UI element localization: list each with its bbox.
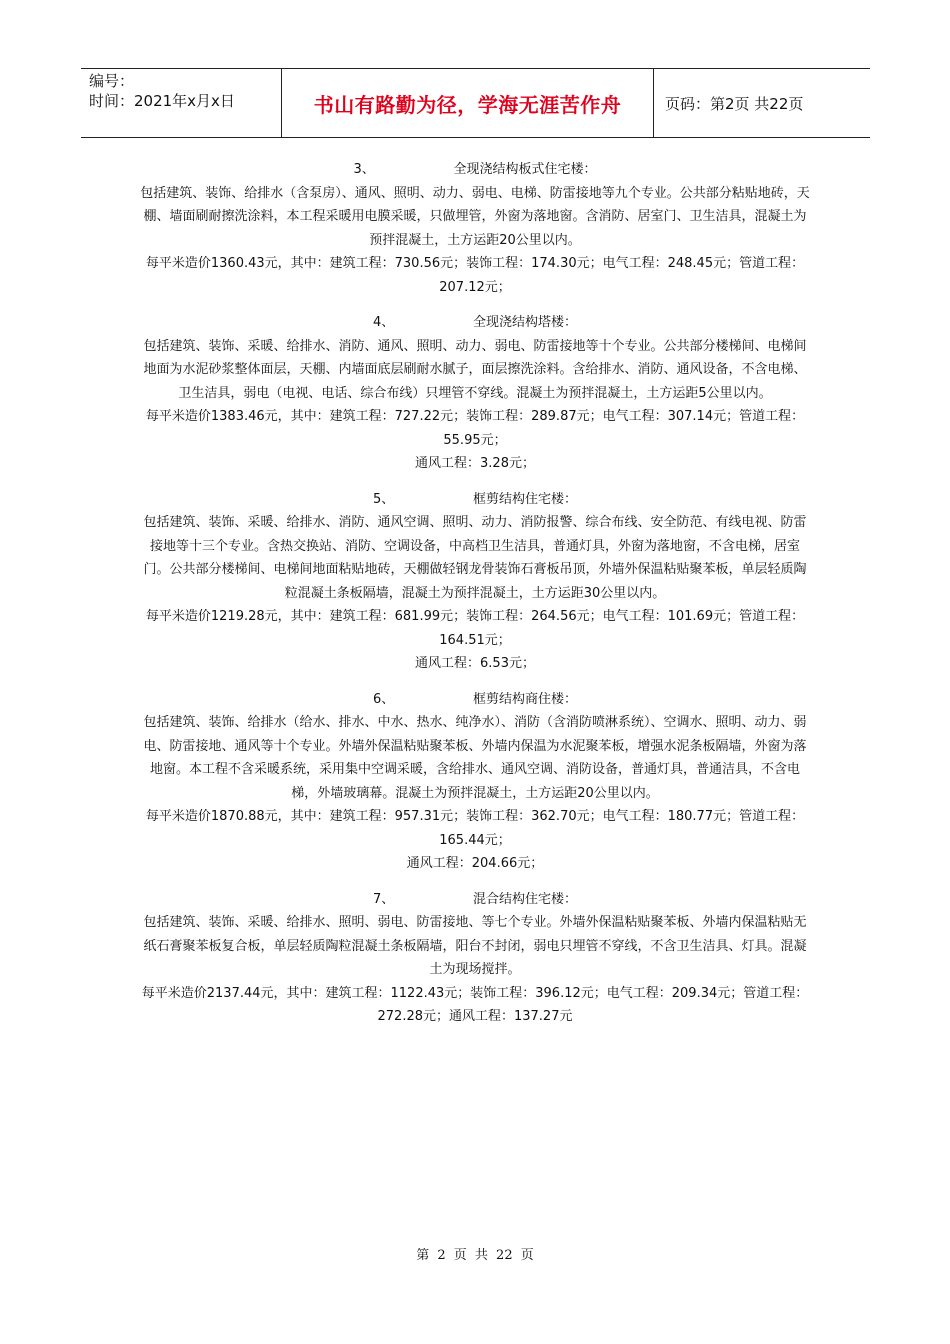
section-ventilation-cost: 通风工程：3.28元； (415, 456, 535, 471)
section-cost: 每平米造价1219.28元，其中：建筑工程：681.99元；装饰工程：264.56元；电气工程：101.69元；管道工程：164.51元； (145, 609, 805, 648)
section-number: 6、 (372, 691, 395, 707)
section-number: 5、 (372, 491, 395, 507)
document-date-label: 时间：2021年x月x日 (89, 92, 235, 110)
document-header (81, 68, 870, 138)
document-number-label: 编号： (89, 72, 135, 90)
section-description: 包括建筑、装饰、给排水（给水、排水、中水、热水、纯净水）、消防（含消防喷淋系统）、空调水、照明、动力、弱电、防雷接地、通风等十个专业。外墙外保温粘贴聚苯板、外墙内保温为水泥聚苯板，增强水泥条板隔墙，外窗为落地窗。本工程不含采暖系统，采用集中空调采暖，含给排水、通风空调、消防设备，普通灯具，普通洁具，不含电梯，外墙玻璃幕。混凝土为预拌混凝土，土方运距20公里以内。 (143, 715, 807, 801)
section-heading (140, 688, 810, 712)
footer-page-number: 第 2 页 共 22 页 (416, 1248, 534, 1263)
section-cost: 每平米造价1360.43元，其中：建筑工程：730.56元；装饰工程：174.30元；电气工程：248.45元；管道工程：207.12元； (145, 256, 805, 295)
section-heading (140, 488, 810, 512)
section-cost: 每平米造价1383.46元，其中：建筑工程：727.22元；装饰工程：289.87元；电气工程：307.14元；管道工程：55.95元； (145, 409, 805, 448)
section-heading (140, 158, 810, 182)
section-title: 框剪结构商住楼： (472, 691, 577, 707)
section-5 (140, 488, 810, 676)
page-footer (0, 1244, 950, 1263)
section-3 (140, 158, 810, 299)
document-body (140, 158, 810, 1041)
section-cost: 每平米造价1870.88元，其中：建筑工程：957.31元；装饰工程：362.70元；电气工程：180.77元；管道工程：165.44元； (145, 809, 805, 848)
section-number: 3、 (353, 162, 375, 177)
section-description: 包括建筑、装饰、采暖、给排水、消防、通风空调、照明、动力、消防报警、综合布线、安全防范、有线电视、防雷接地等十三个专业。含热交换站、消防、空调设备，中高档卫生洁具，普通灯具，外窗为落地窗，不含电梯，居室门。公共部分楼梯间、电梯间地面粘贴地砖，天棚做轻钢龙骨装饰石膏板吊顶，外墙外保温粘贴聚苯板，单层轻质陶粒混凝土条板隔墙，混凝土为预拌混凝土，土方运距30公里以内。 (143, 515, 807, 601)
header-page-label: 页码：第2页 共22页 (665, 94, 804, 113)
section-heading (140, 888, 810, 912)
section-title: 框剪结构住宅楼： (472, 491, 577, 507)
section-title: 全现浇结构板式住宅楼： (453, 162, 597, 177)
section-ventilation-cost: 通风工程：204.66元； (406, 856, 544, 871)
section-heading (140, 311, 810, 335)
section-number: 7、 (372, 891, 395, 907)
section-cost: 每平米造价2137.44元，其中：建筑工程：1122.43元；装饰工程：396.12元；电气工程：209.34元；管道工程：272.28元；通风工程：137.27元 (141, 985, 809, 1024)
section-title: 全现浇结构塔楼： (472, 315, 577, 330)
section-number: 4、 (372, 315, 395, 330)
header-motto-cell (282, 69, 654, 137)
section-description: 包括建筑、装饰、采暖、给排水、照明、弱电、防雷接地、等七个专业。外墙外保温粘贴聚苯板、外墙内保温粘贴无纸石膏聚苯板复合板，单层轻质陶粒混凝土条板隔墙，阳台不封闭，弱电只埋管不穿线，不含卫生洁具、灯具。混凝土为现场搅拌。 (143, 915, 807, 977)
section-6 (140, 688, 810, 876)
section-title: 混合结构住宅楼： (472, 891, 577, 907)
header-motto: 书山有路勤为径，学海无涯苦作舟 (313, 92, 622, 117)
header-meta-cell (81, 69, 282, 137)
section-description: 包括建筑、装饰、采暖、给排水、消防、通风、照明、动力、弱电、防雷接地等十个专业。公共部分楼梯间、电梯间地面为水泥砂浆整体面层，天棚、内墙面底层刷耐水腻子，面层擦洗涂料。含给排水、消防、通风设备，不含电梯、卫生洁具，弱电（电视、电话、综合布线）只埋管不穿线。混凝土为预拌混凝土，土方运距5公里以内。 (143, 338, 807, 401)
section-4 (140, 311, 810, 476)
section-description: 包括建筑、装饰、给排水（含泵房）、通风、照明、动力、弱电、电梯、防雷接地等九个专业。公共部分粘贴地砖，天棚、墙面刷耐擦洗涂料，本工程采暖用电膜采暖，只做埋管，外窗为落地窗。含消防、居室门、卫生洁具，混凝土为预拌混凝土，土方运距20公里以内。 (140, 185, 810, 248)
section-ventilation-cost: 通风工程：6.53元； (415, 656, 535, 671)
header-page-cell (654, 69, 870, 137)
section-7 (140, 888, 810, 1029)
